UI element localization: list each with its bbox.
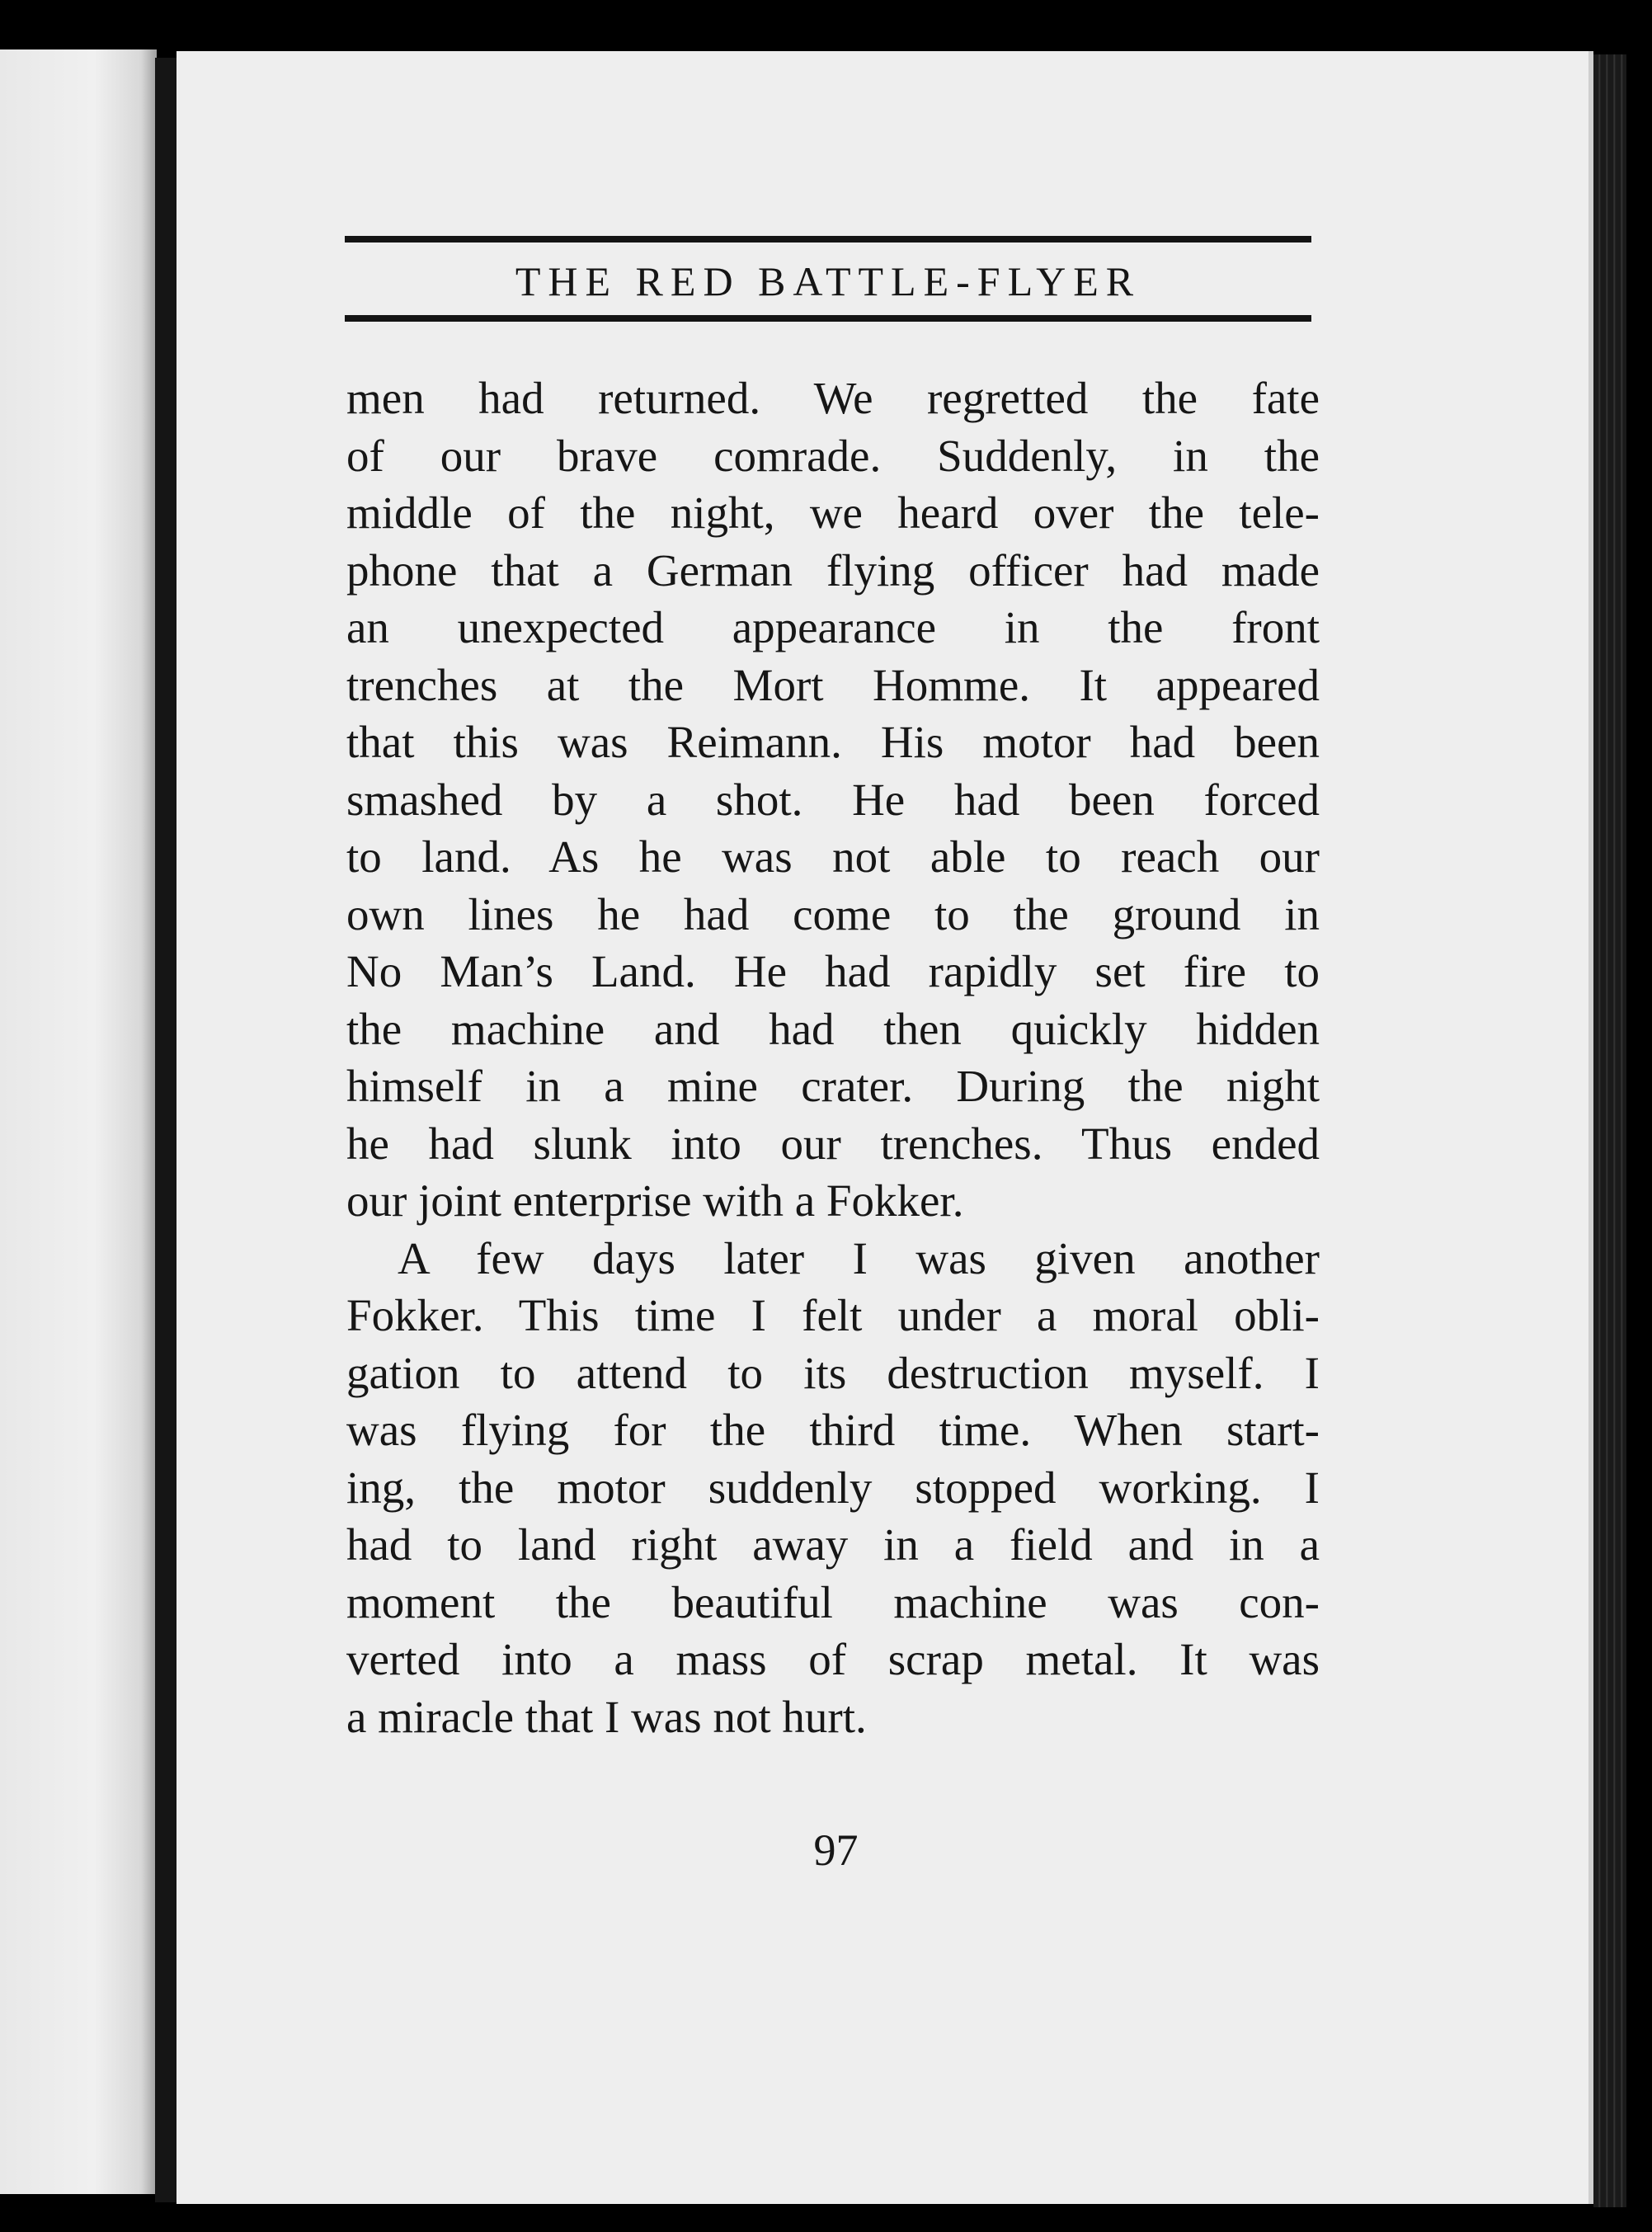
text-line: moment the beautiful machine was con-	[346, 1576, 1320, 1627]
page-stack-edge	[1593, 54, 1626, 2207]
text-line: that this was Reimann. His motor had been	[346, 717, 1320, 767]
text-line: to land. As he was not able to reach our	[346, 831, 1320, 882]
body-text	[346, 370, 1320, 1745]
text-line: a miracle that I was not hurt.	[346, 1691, 867, 1742]
paragraph-1	[346, 370, 1320, 1230]
book-gutter	[155, 58, 176, 2202]
running-header	[345, 236, 1311, 332]
text-line: own lines he had come to the ground in	[346, 888, 1320, 939]
text-line: he had slunk into our trenches. Thus ended	[346, 1118, 1320, 1169]
text-line: ing, the motor suddenly stopped working. I	[346, 1462, 1320, 1513]
paragraph-2	[346, 1230, 1320, 1746]
text-line: had to land right away in a field and in a	[346, 1519, 1320, 1570]
text-line: Fokker. This time I felt under a moral obli-	[346, 1290, 1320, 1340]
text-line: smashed by a shot. He had been forced	[346, 774, 1320, 825]
text-line: men had returned. We regretted the fate	[346, 373, 1320, 423]
text-line: verted into a mass of scrap metal. It was	[346, 1634, 1320, 1684]
header-rule-top	[345, 236, 1311, 243]
text-line: the machine and had then quickly hidden	[346, 1003, 1320, 1054]
text-line: middle of the night, we heard over the tele-	[346, 487, 1320, 538]
text-line: an unexpected appearance in the front	[346, 602, 1320, 652]
text-line: trenches at the Mort Homme. It appeared	[346, 659, 1320, 710]
text-line: our joint enterprise with a Fokker.	[346, 1175, 964, 1226]
page-number-container	[0, 1825, 1652, 1876]
text-line: gation to attend to its destruction myself. I	[346, 1347, 1320, 1398]
text-line: of our brave comrade. Suddenly, in the	[346, 430, 1320, 481]
text-line: himself in a mine crater. During the night	[346, 1061, 1320, 1111]
text-line: A few days later I was given another	[398, 1232, 1320, 1283]
text-line: phone that a German flying officer had made	[346, 544, 1320, 596]
running-head-title: THE RED BATTLE-FLYER	[515, 258, 1141, 304]
text-line: No Man’s Land. He had rapidly set fire to	[346, 946, 1320, 996]
page-number: 97	[813, 1825, 859, 1875]
header-rule-bottom	[345, 315, 1311, 322]
text-line: was flying for the third time. When start-	[346, 1405, 1320, 1455]
